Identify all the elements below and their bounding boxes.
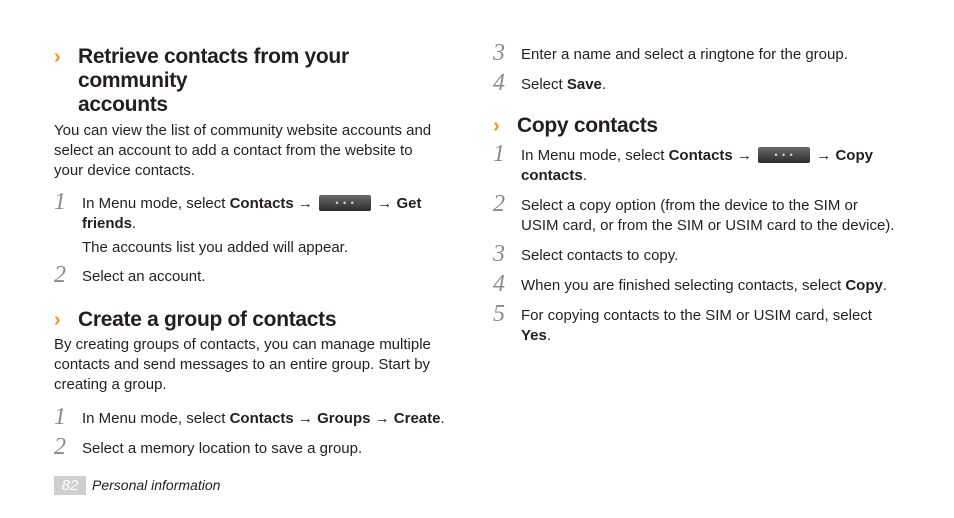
menu-path-contacts-2: contacts [521,167,583,184]
arrow: → [293,195,318,212]
step-text: When you are finished selecting contacts, select [521,277,846,294]
chevron-right-icon: › [493,115,500,137]
step-number: 5 [493,301,505,327]
arrow: → [373,195,397,212]
menu-dots-icon: • • • [335,198,355,208]
chevron-right-icon: › [54,309,61,331]
desc-line: your device contacts. [54,162,195,179]
menu-path-contacts: Contacts [229,195,294,212]
step-text: Select contacts to copy. [521,247,679,264]
step-text: Select a memory location to save a group. [82,440,363,457]
menu-key-icon [758,147,810,163]
period: . [882,277,888,294]
step-item [493,141,903,186]
step-number: 2 [54,262,66,288]
step-number: 3 [493,241,505,267]
desc-line: contacts and send messages to an entire group. Start by [54,356,431,373]
menu-path-groups: Groups [317,410,371,427]
page-number: 82 [54,476,86,495]
period: . [132,215,137,232]
step-number: 4 [493,271,505,297]
step-note: The accounts list you added will appear. [82,239,348,256]
arrow: → [812,147,836,164]
step-number: 1 [493,141,505,167]
desc-line: You can view the list of community website accounts and [54,122,432,139]
menu-path-contacts: Contacts [229,410,294,427]
section-description [54,335,454,395]
section-heading-copy [493,114,903,138]
left-column [54,0,454,459]
menu-path-create: Create [393,410,441,427]
step-item [493,301,903,346]
menu-path-get: Get [396,195,422,212]
right-column [493,0,903,346]
desc-line: By creating groups of contacts, you can manage multiple [54,336,431,353]
menu-path-copy: Copy [835,147,873,164]
arrow: → [370,410,394,427]
step-text: For copying contacts to the SIM or USIM card, select [521,307,872,324]
step-text: In Menu mode, select [521,147,669,164]
step-text: USIM card, or from the SIM or USIM card to the device). [521,217,895,234]
heading-title-line2: accounts [78,93,168,116]
step-text: Select [521,76,567,93]
chapter-label: Personal information [92,477,221,493]
menu-path-save: Save [566,76,602,93]
menu-path-friends: friends [82,215,133,232]
step-item [54,434,454,460]
step-item [54,262,454,288]
section-heading-group [54,308,454,332]
heading-title: Create a group of contacts [78,308,337,331]
step-number: 2 [493,191,505,217]
step-text: Select an account. [82,268,206,285]
menu-dots-icon: • • • [774,150,794,160]
period: . [440,410,445,427]
chevron-right-icon: › [54,46,61,68]
step-item [493,241,903,267]
step-number: 4 [493,70,505,96]
step-number: 2 [54,434,66,460]
desc-line: creating a group. [54,376,167,393]
menu-key-icon [319,195,371,211]
page-footer [54,476,220,496]
desc-line: select an account to add a contact from the website to [54,142,413,159]
step-item [493,40,903,66]
menu-path-copy: Copy [845,277,883,294]
step-number: 1 [54,404,66,430]
step-item [493,191,903,236]
step-number: 1 [54,189,66,215]
step-item [54,189,454,234]
menu-path-contacts: Contacts [668,147,733,164]
arrow: → [293,410,318,427]
step-number: 3 [493,40,505,66]
step-text: Enter a name and select a ringtone for the group. [521,46,848,63]
step-item [493,271,903,297]
section-description [54,121,454,181]
step-text: In Menu mode, select [82,195,230,212]
period: . [582,167,587,184]
arrow: → [732,147,757,164]
step-text: Select a copy option (from the device to the SIM or [521,197,858,214]
section-heading-retrieve [54,45,454,117]
period: . [546,327,552,344]
menu-path-yes: Yes [521,327,547,344]
period: . [601,76,607,93]
step-item [54,404,454,430]
step-text: In Menu mode, select [82,410,230,427]
heading-title: Copy contacts [517,114,658,137]
heading-title-line1: Retrieve contacts from your community [78,45,349,92]
step-item [493,70,903,96]
